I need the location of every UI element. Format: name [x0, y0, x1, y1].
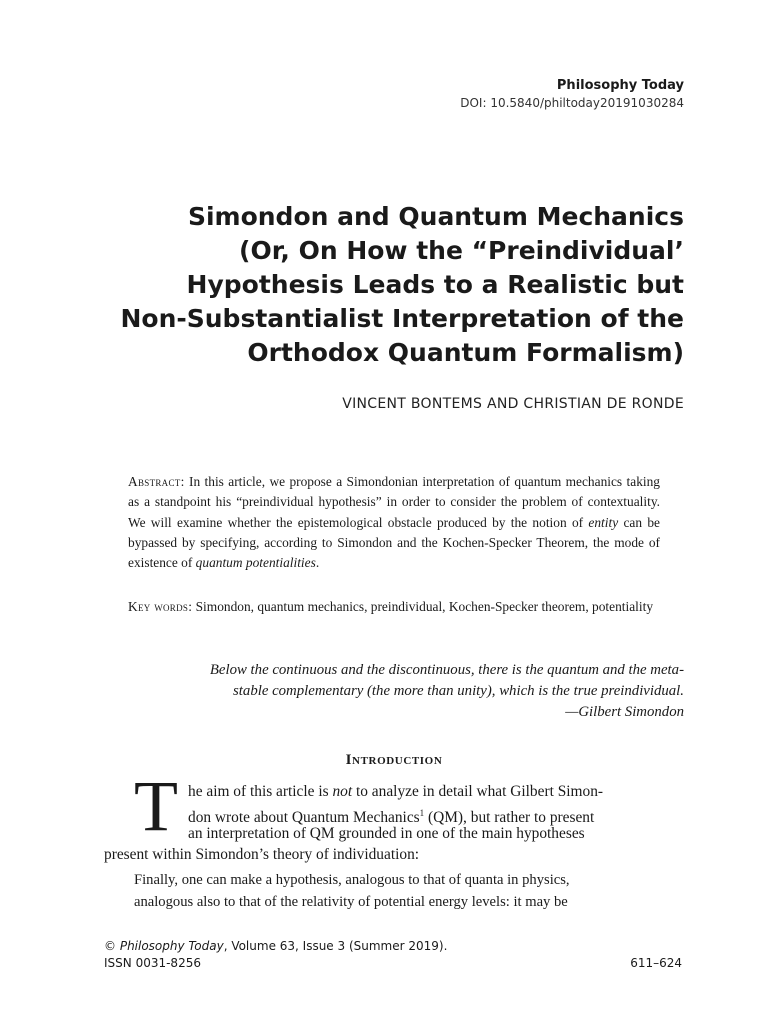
epigraph-line: stable complementary (the more than unity), which is the true preindividual.: [233, 683, 684, 699]
intro-line: present within Simondon’s theory of individuation:: [104, 846, 420, 863]
journal-name: Philosophy Today: [556, 78, 684, 93]
title-line: (Or, On How the “Preindividual’: [239, 236, 684, 265]
abstract: [128, 472, 660, 573]
intro-line: don wrote about Quantum Mechanics$^1$ (QM), but rather to present: [188, 808, 595, 827]
article-title: [84, 200, 684, 370]
abstract-emphasis: quantum potentialities: [195, 555, 316, 571]
footer-issn: ISSN 0031-8256: [104, 956, 201, 970]
abstract-emphasis: entity: [588, 514, 619, 530]
title-line: Simondon and Quantum Mechanics: [187, 202, 684, 231]
drop-cap: T: [134, 766, 178, 846]
title-line: Orthodox Quantum Formalism): [247, 338, 684, 367]
doi-line: DOI: 10.5840/philtoday20191030284: [460, 96, 684, 110]
abstract-text: can be bypassed by specifying, according to Simondon and the Kochen-Specker Theorem, the mode of existence of: [128, 514, 660, 571]
epigraph-attribution: —Gilbert Simondon: [565, 704, 684, 720]
footer-pages: 611–624: [630, 956, 682, 970]
abstract-text: .: [315, 555, 320, 571]
title-line: Non-Substantialist Interpretation of the: [120, 304, 684, 333]
quote-line: analogous also to that of the relativity of potential energy levels: it may be: [134, 893, 568, 910]
footer-citation: © Philosophy Today, Volume 63, Issue 3 (Summer 2019).: [104, 939, 448, 953]
section-heading: Introduction: [345, 752, 443, 768]
quote-line: Finally, one can make a hypothesis, analogous to that of quanta in physics,: [134, 872, 570, 888]
intro-line: an interpretation of QM grounded in one of the main hypotheses: [188, 825, 585, 842]
intro-line: he aim of this article is not to analyze in detail what Gilbert Simon-: [188, 783, 604, 800]
keywords-label: Key words:: [128, 599, 193, 614]
title-line: Hypothesis Leads to a Realistic but: [186, 270, 684, 299]
abstract-text: In this article, we propose a Simondonian interpretation of quantum mechanics taking as a standpoint his “preindividual hypothesis” in order to consider the problem of contextuality. We will examine whether the epistemological obstacle produced by the notion of: [128, 474, 660, 530]
abstract-label: Abstract:: [128, 474, 185, 489]
keywords-text: Simondon, quantum mechanics, preindividual, Kochen-Specker theorem, potentiality: [195, 599, 654, 614]
authors: VINCENT BONTEMS AND CHRISTIAN DE RONDE: [342, 396, 684, 412]
epigraph: [124, 660, 684, 723]
epigraph-line: Below the continuous and the discontinuous, there is the quantum and the meta-: [209, 662, 684, 678]
keywords: [128, 597, 660, 617]
block-quote: [134, 870, 686, 913]
